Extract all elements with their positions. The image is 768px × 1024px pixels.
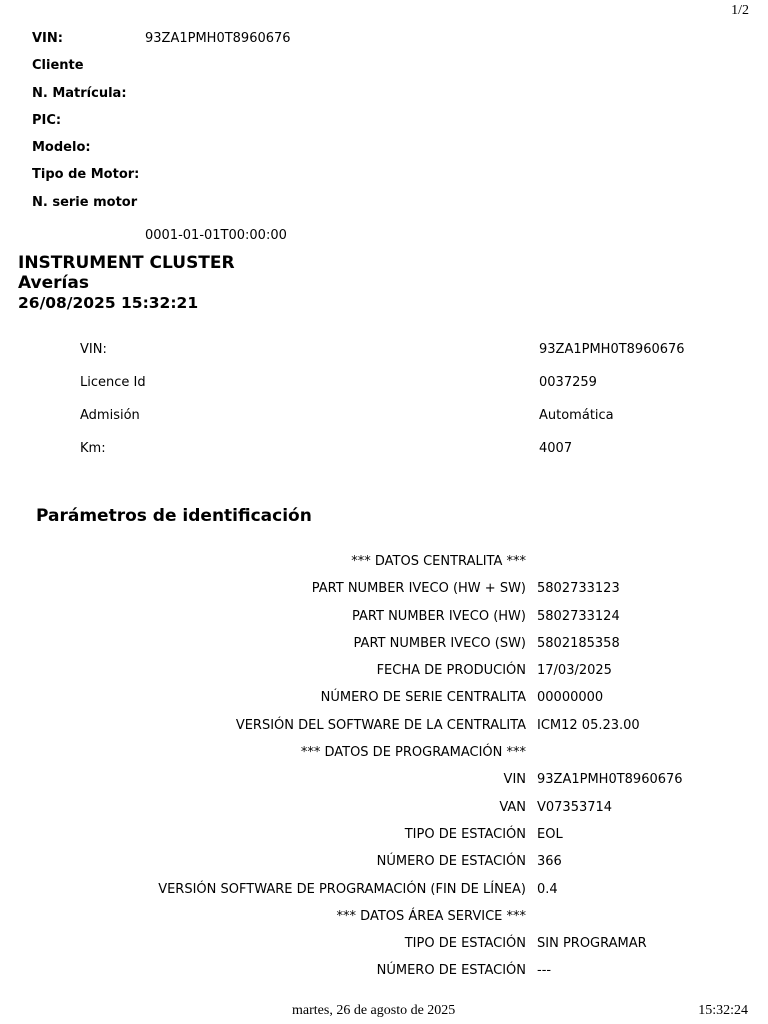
param-label: VERSIÓN DEL SOFTWARE DE LA CENTRALITA: [235, 717, 526, 733]
param-row: [0, 854, 768, 881]
info-value: 93ZA1PMH0T8960676: [539, 342, 685, 357]
param-row: [0, 718, 768, 745]
param-value: 93ZA1PMH0T8960676: [537, 772, 683, 788]
vehicle-row-cliente: [32, 58, 291, 85]
report-timestamp: 26/08/2025 15:32:21: [18, 294, 199, 312]
vehicle-row-pic: [32, 113, 291, 140]
vehicle-row-tipo-motor: [32, 167, 291, 194]
info-label: VIN:: [80, 342, 107, 357]
param-value: ICM12 05.23.00: [537, 717, 640, 733]
info-value: 4007: [539, 441, 573, 456]
param-value: 5802185358: [537, 635, 620, 651]
param-value: 5802733123: [537, 581, 620, 597]
vehicle-label: N. serie motor: [32, 194, 138, 210]
param-label: *** DATOS DE PROGRAMACIÓN ***: [300, 745, 526, 761]
vehicle-row-vin: [32, 31, 291, 58]
param-label: PART NUMBER IVECO (HW + SW): [311, 581, 526, 597]
param-row: [0, 800, 768, 827]
report-title: INSTRUMENT CLUSTER: [18, 253, 235, 273]
section-title: Parámetros de identificación: [36, 506, 312, 526]
param-value: V07353714: [537, 799, 613, 815]
info-row: [80, 375, 720, 408]
vehicle-label: Tipo de Motor:: [32, 167, 140, 183]
param-row: [0, 745, 768, 772]
param-value: 5802733124: [537, 608, 620, 624]
param-label: FECHA DE PRODUCIÓN: [376, 663, 526, 679]
param-label: NÚMERO DE ESTACIÓN: [376, 854, 526, 870]
vehicle-label: Modelo:: [32, 140, 91, 156]
info-row: [80, 408, 720, 441]
vehicle-label: Cliente: [32, 58, 84, 74]
info-label: Admisión: [80, 408, 140, 423]
info-value: 0037259: [539, 375, 597, 390]
param-label: VAN: [499, 799, 526, 815]
param-table: [0, 554, 768, 991]
param-row: [0, 827, 768, 854]
param-label: NÚMERO DE ESTACIÓN: [376, 963, 526, 979]
footer-date: martes, 26 de agosto de 2025: [292, 1003, 456, 1018]
param-row: [0, 636, 768, 663]
param-value: ---: [537, 963, 552, 979]
param-value: [526, 554, 537, 581]
param-label: PART NUMBER IVECO (SW): [353, 635, 526, 651]
param-label: VERSIÓN SOFTWARE DE PROGRAMACIÓN (FIN DE LÍNEA): [158, 881, 526, 897]
param-row: [0, 963, 768, 990]
param-value: 17/03/2025: [537, 663, 612, 679]
param-value: [526, 909, 537, 936]
param-value: EOL: [537, 826, 563, 842]
vehicle-row-matricula: [32, 86, 291, 113]
info-row: [80, 441, 720, 474]
param-value: 00000000: [537, 690, 604, 706]
param-label: TIPO DE ESTACIÓN: [404, 826, 526, 842]
param-row: [0, 690, 768, 717]
report-heading: [18, 253, 235, 313]
param-value: 366: [537, 854, 562, 870]
vehicle-header: [32, 31, 291, 222]
param-label: *** DATOS ÁREA SERVICE ***: [336, 908, 526, 924]
param-row: [0, 609, 768, 636]
param-label: NÚMERO DE SERIE CENTRALITA: [320, 690, 526, 706]
info-table: [80, 342, 720, 474]
param-row: [0, 554, 768, 581]
vehicle-row-serie-motor: [32, 195, 291, 222]
param-row: [0, 772, 768, 799]
info-label: Km:: [80, 441, 106, 456]
info-label: Licence Id: [80, 375, 146, 390]
vehicle-row-modelo: [32, 140, 291, 167]
info-row: [80, 342, 720, 375]
param-label: VIN: [503, 772, 526, 788]
param-row: [0, 909, 768, 936]
info-value: Automática: [539, 408, 614, 423]
vehicle-label: N. Matrícula:: [32, 85, 127, 101]
report-subtitle: Averías: [18, 273, 89, 293]
vehicle-label: PIC:: [32, 112, 62, 128]
param-row: [0, 936, 768, 963]
param-label: TIPO DE ESTACIÓN: [404, 936, 526, 952]
param-value: SIN PROGRAMAR: [537, 936, 647, 952]
vehicle-date: 0001-01-01T00:00:00: [145, 228, 287, 243]
param-row: [0, 882, 768, 909]
param-row: [0, 581, 768, 608]
footer-time: 15:32:24: [698, 1003, 748, 1018]
vehicle-value: 93ZA1PMH0T8960676: [145, 31, 291, 46]
param-label: *** DATOS CENTRALITA ***: [351, 554, 526, 569]
page-number: 1/2: [731, 3, 749, 18]
param-value: 0.4: [537, 881, 558, 897]
param-row: [0, 663, 768, 690]
param-label: PART NUMBER IVECO (HW): [352, 608, 526, 624]
param-value: [526, 745, 537, 772]
vehicle-label: VIN:: [32, 31, 63, 46]
